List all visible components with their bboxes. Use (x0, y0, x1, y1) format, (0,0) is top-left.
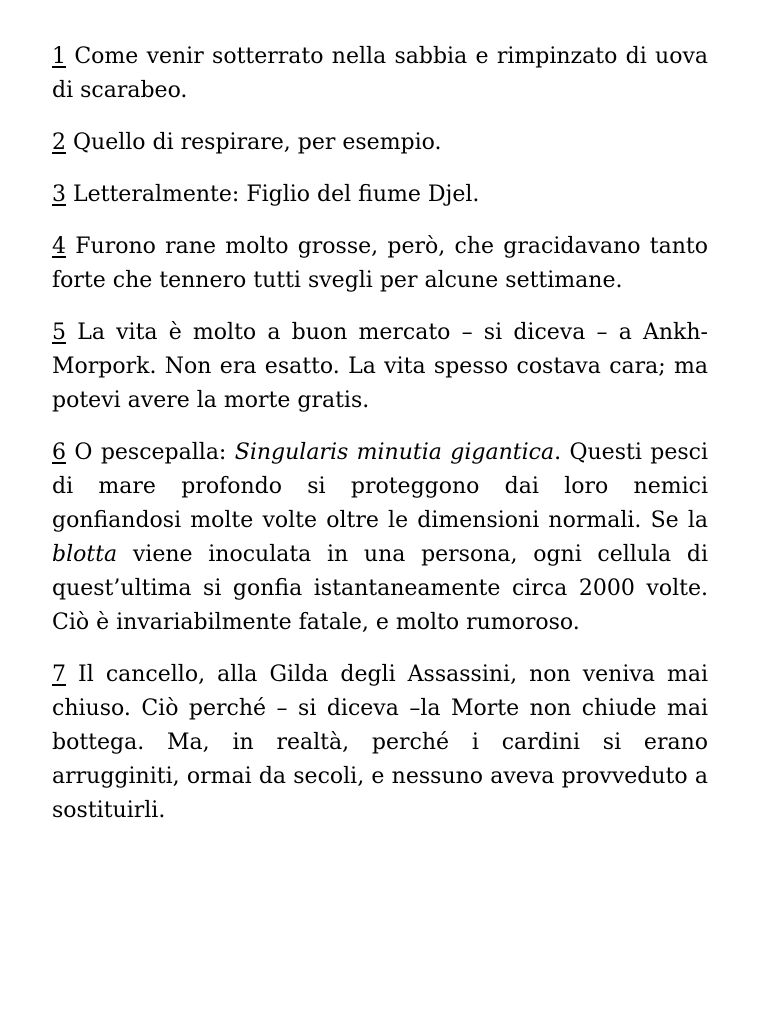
footnote-7 (52, 658, 708, 828)
footnote-6 (52, 436, 708, 640)
footnote-text: Il cancello, alla Gilda degli Assassini, non veniva mai chiuso. Ciò perché – si diceva –la Morte non chiude mai bottega. Ma, in realtà, perché i cardini si erano arrugginiti, ormai da secoli, e nessuno aveva provveduto a sostituirli. (52, 662, 708, 823)
footnote-text: La vita è molto a buon mercato – si diceva – a Ankh-Morpork. Non era esatto. La vita spesso costava cara; ma potevi avere la morte gratis. (52, 320, 708, 413)
footnote-text: Come venir sotterrato nella sabbia e rimpinzato di uova di scarabeo. (52, 44, 708, 103)
footnote-number: 5 (52, 320, 66, 345)
footnote-number: 2 (52, 130, 66, 155)
footnotes-list (52, 40, 708, 828)
footnote-text: viene inoculata in una persona, ogni cellula di quest’ultima si gonfia istantaneamente circa 2000 volte. Ciò è invariabilmente fatale, e molto rumoroso. (52, 542, 708, 635)
footnote-2 (52, 126, 708, 160)
footnote-number: 1 (52, 44, 66, 69)
footnote-3 (52, 178, 708, 212)
footnote-1 (52, 40, 708, 108)
footnote-4 (52, 230, 708, 298)
footnote-number: 6 (52, 440, 66, 465)
footnote-5 (52, 316, 708, 418)
footnote-number: 4 (52, 234, 66, 259)
footnote-text: Furono rane molto grosse, però, che gracidavano tanto forte che tennero tutti svegli per alcune settimane. (52, 234, 708, 293)
footnote-text-italic: blotta (52, 542, 118, 567)
footnote-text-italic: Singularis minutia gigantica (234, 440, 555, 465)
footnote-text: . Questi pesci di mare profondo si proteggono dai loro nemici gonfiandosi molte volte oltre le dimensioni normali. Se la (52, 440, 709, 533)
footnote-number: 3 (52, 182, 66, 207)
footnote-text: Quello di respirare, per esempio. (73, 130, 442, 155)
footnote-text: Letteralmente: Figlio del fiume Djel. (73, 182, 480, 207)
footnote-number: 7 (52, 662, 66, 687)
footnote-text: O pescepalla: (74, 440, 235, 465)
